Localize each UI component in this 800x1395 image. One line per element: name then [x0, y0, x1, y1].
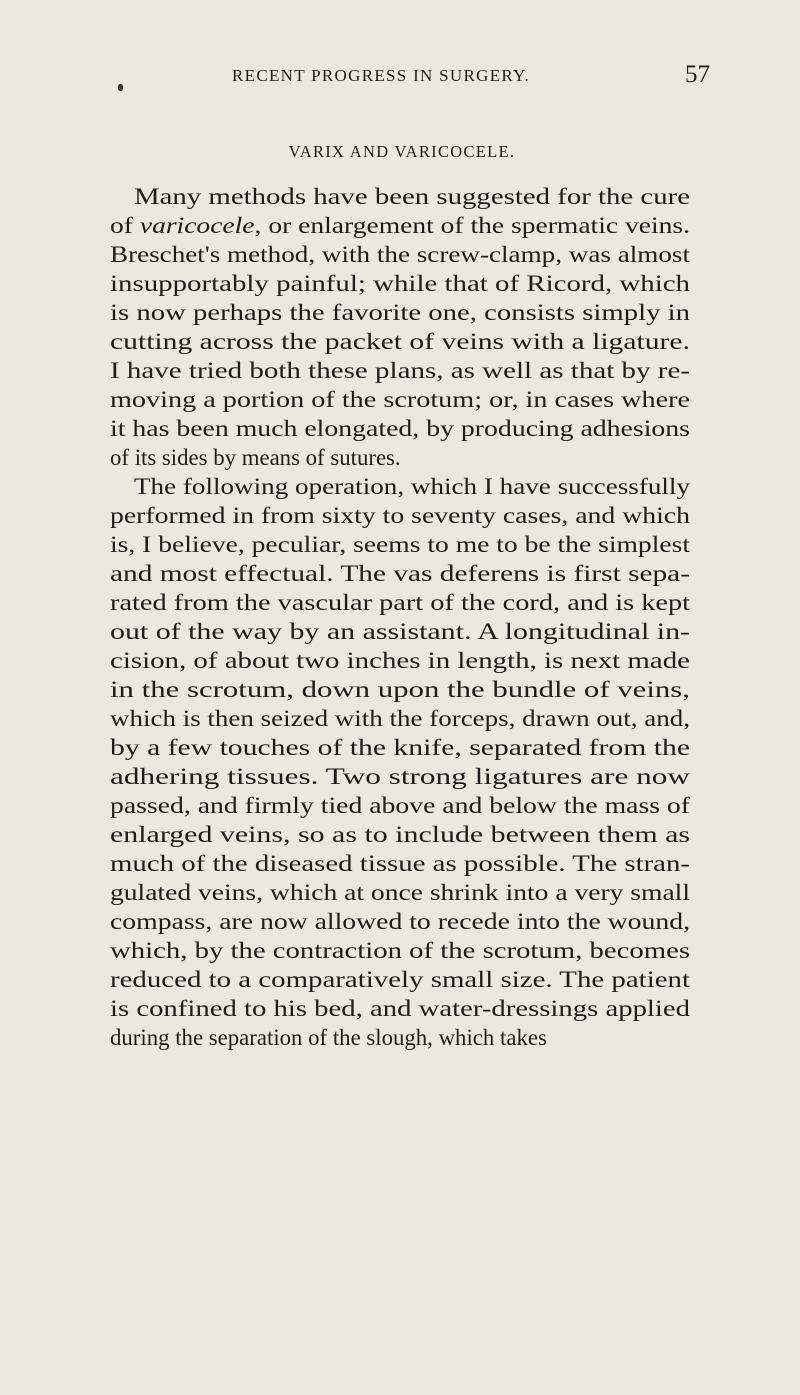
italic-term: varicocele [139, 213, 255, 238]
running-title: RECENT PROGRESS IN SURGERY. [232, 66, 531, 85]
page-number: 57 [685, 61, 710, 88]
running-head [232, 62, 710, 92]
section-title: VARIX AND VARICOCELE. [288, 142, 516, 161]
book-page: RECENT PROGRESS IN SURGERY. 57 VARIX AND VARICOCELE. Many methods have been suggested for the cure of varicocele, or enlargement of the spermatic veins. Breschet's method, with the screw-clamp, was almost insupportably painful; while that of Ricord, which is now perhaps the favorite one, consists simply in cutting across the packet of veins with a ligature. I have tried both these plans, as well as that by re- moving a portion of the scrotum; or, in cases where it has been much elongated, by producing adhesions of its sides by means of sutures. The following operation, which I have successfully performed in from sixty to seventy cases, and which is, I believe, peculiar, seems to me to be the simplest and most effectual. The vas deferens is first sepa- rated from the vascular part of the cord, and is kept out of the way by an assistant. A longitudinal in- cision, of about two inches in length, is next made in the scrotum, down upon the bundle of veins, which is then seized with the forceps, drawn out, and, by a few touches of the knife, separated from the adhering tissues. Two strong ligatures are now passed, and firmly tied above and below the mass of enlarged veins, so as to include between them as much of the diseased tissue as possible. The stran- gulated veins, which at once shrink into a very small compass, are now allowed to recede into the wound, which, by the contraction of the scrotum, becomes reduced to a comparatively small size. The patient is confined to his bed, and water-dressings applied during the separation of the slough, which takes [0, 0, 800, 1395]
ink-speck [118, 84, 123, 91]
